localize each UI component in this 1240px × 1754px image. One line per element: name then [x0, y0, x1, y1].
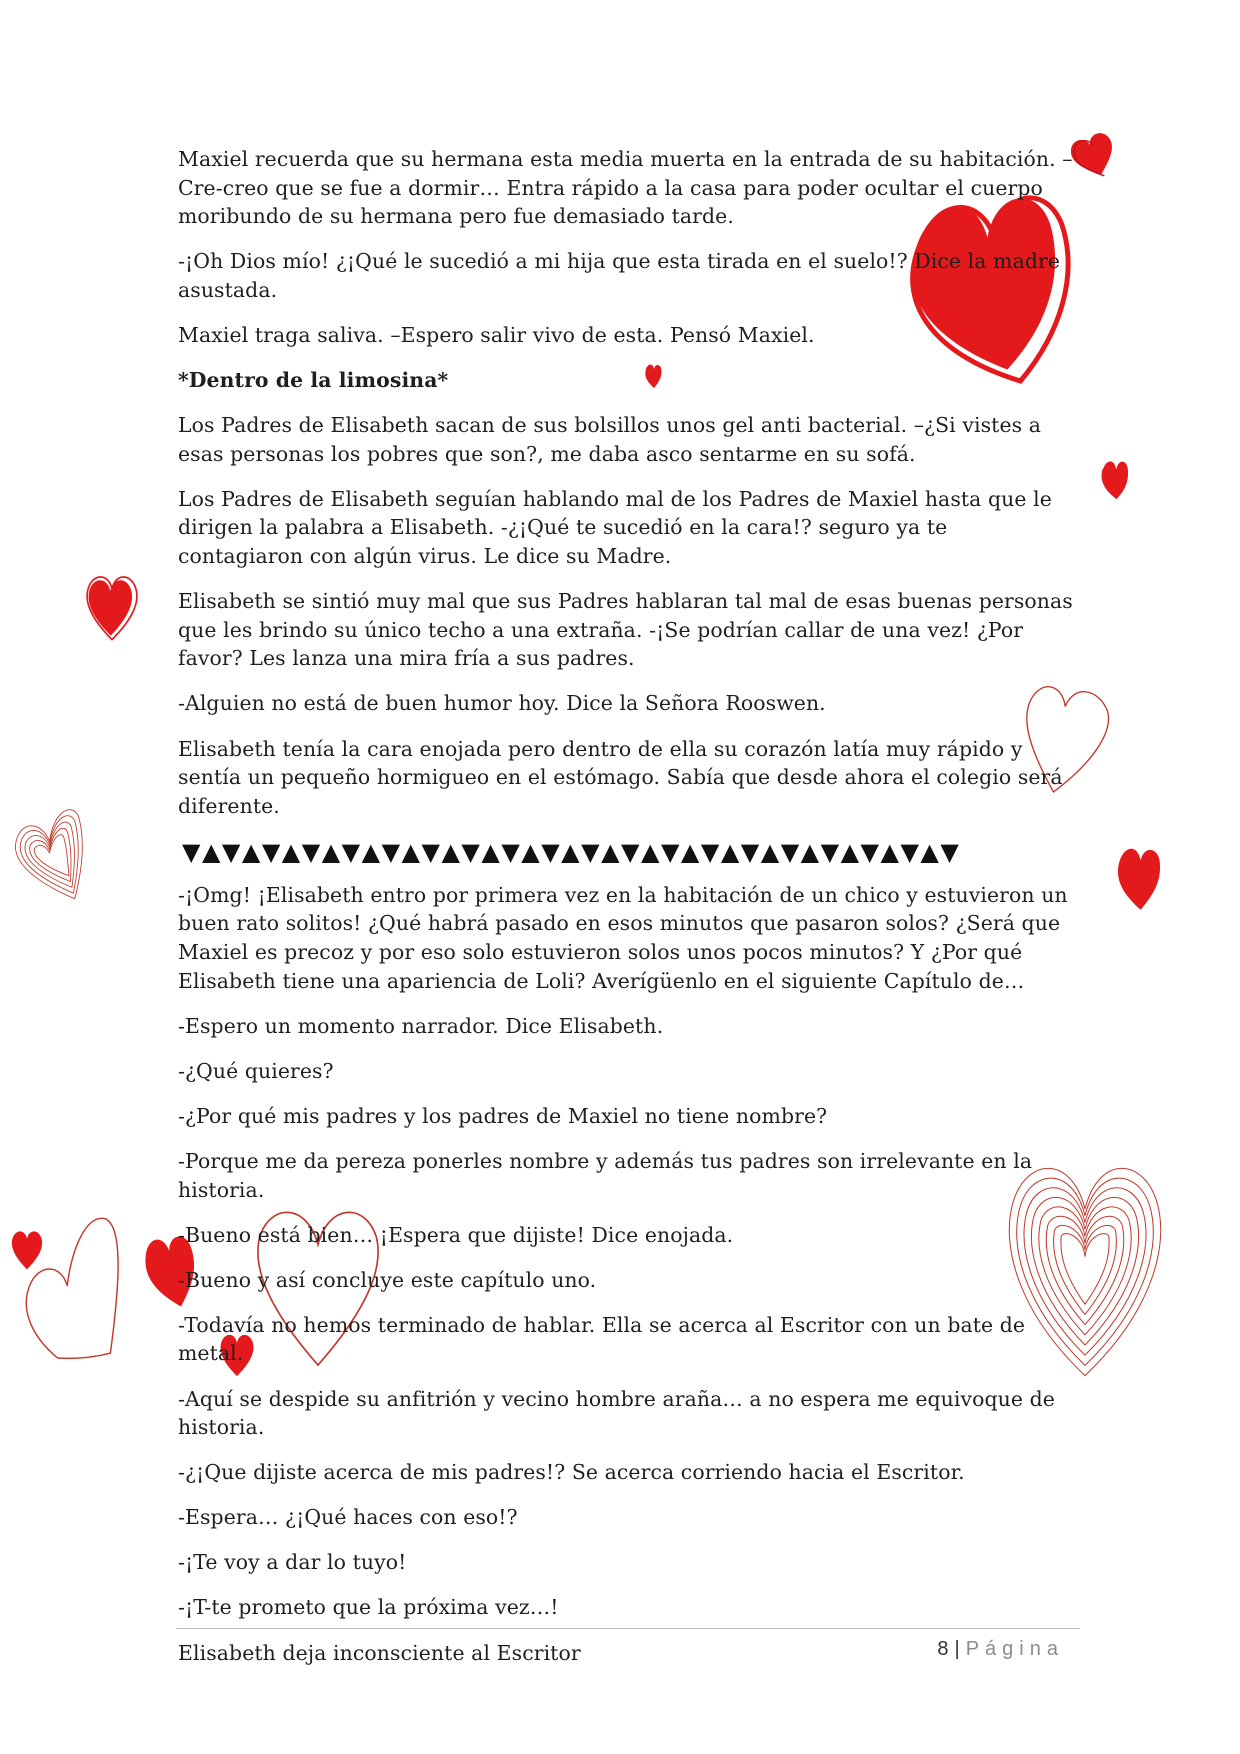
- paragraph: -¡T-te prometo que la próxima vez…!: [178, 1595, 559, 1620]
- paragraph: -¡Omg! ¡Elisabeth entro por primera vez en la habitación de un chico y estuvieron un buen rato solitos! ¿Qué habrá pasado en esos minutos que pasaron solos? ¿Será que Maxiel es precoz y por eso solo estuvieron solos unos pocos minutos? Y ¿Por qué Elisabeth tiene una apariencia de Loli? Averígüenlo en el siguiente Capítulo de…: [178, 882, 1068, 993]
- paragraph: -¡Te voy a dar lo tuyo!: [178, 1550, 407, 1575]
- document-body: [178, 145, 1078, 1684]
- footer-divider: [176, 1628, 1080, 1629]
- page-word: Página: [965, 1638, 1064, 1660]
- paragraph: Elisabeth se sintió muy mal que sus Padres hablaran tal mal de esas buenas personas que les brindo su único techo a una extraña. -¡Se podrían callar de una vez! ¿Por favor? Les lanza una mira fría a sus padres.: [178, 589, 1073, 671]
- heart-icon: [1096, 452, 1130, 502]
- paragraph: -¿¡Que dijiste acerca de mis padres!? Se acerca corriendo hacia el Escritor.: [178, 1460, 965, 1485]
- paragraph: -¿Por qué mis padres y los padres de Maxiel no tiene nombre?: [178, 1103, 828, 1128]
- paragraph: -¡Oh Dios mío! ¿¡Qué le sucedió a mi hija que esta tirada en el suelo!? Dice la madre asustada.: [178, 249, 1061, 302]
- footer-separator: |: [954, 1638, 960, 1660]
- paragraph: Elisabeth tenía la cara enojada pero dentro de ella su corazón latía muy rápido y sentía un pequeño hormigueo en el estómago. Sabía que desde ahora el colegio será diferente.: [178, 736, 1063, 818]
- page-footer: [937, 1638, 1064, 1661]
- triangle-separator: ▼▲▼▲▼▲▼▲▼▲▼▲▼▲▼▲▼▲▼▲▼▲▼▲▼▲▼▲▼▲▼▲▼▲▼▲▼▲▼: [182, 837, 961, 866]
- scene-heading: *Dentro de la limosina*: [178, 368, 449, 393]
- paragraph: -Bueno está bien… ¡Espera que dijiste! Dice enojada.: [178, 1222, 734, 1247]
- paragraph: Los Padres de Elisabeth sacan de sus bolsillos unos gel anti bacterial. –¿Si vistes a esas personas los pobres que son?, me daba asco sentarme en su sofá.: [178, 413, 1042, 466]
- paragraph: -Aquí se despide su anfitrión y vecino hombre araña… a no espera me equivoque de historia.: [178, 1386, 1055, 1440]
- heart-icon: [84, 568, 140, 644]
- paragraph: -Espero un momento narrador. Dice Elisabeth.: [178, 1013, 664, 1038]
- paragraph: Los Padres de Elisabeth seguían hablando mal de los Padres de Maxiel hasta que le dirigen la palabra a Elisabeth. -¿¡Qué te sucedió en la cara!? seguro ya te contagiaron con algún virus. Le dice su Madre.: [178, 486, 1052, 569]
- page-number: 8: [937, 1638, 949, 1660]
- heart-lines-icon: [10, 798, 82, 906]
- paragraph: -Todavía no hemos terminado de hablar. Ella se acerca al Escritor con un bate de metal.: [178, 1312, 1026, 1366]
- paragraph: -¿Qué quieres?: [178, 1058, 334, 1083]
- paragraph: -Bueno y así concluye este capítulo uno.: [178, 1267, 597, 1292]
- paragraph: Maxiel traga saliva. –Espero salir vivo de esta. Pensó Maxiel.: [178, 322, 815, 347]
- paragraph: -Espera… ¿¡Qué haces con eso!?: [178, 1505, 518, 1530]
- heart-outline-icon: [24, 1208, 120, 1364]
- paragraph: Elisabeth deja inconsciente al Escritor: [178, 1640, 581, 1665]
- paragraph: Maxiel recuerda que su hermana esta media muerta en la entrada de su habitación. –Cre-creo que se fue a dormir… Entra rápido a la casa para poder ocultar el cuerpo moribundo de su hermana pero fue demasiado tarde.: [178, 147, 1073, 229]
- paragraph: -Alguien no está de buen humor hoy. Dice la Señora Rooswen.: [178, 691, 826, 716]
- heart-icon: [1112, 838, 1164, 914]
- paragraph: -Porque me da pereza ponerles nombre y además tus padres son irrelevante en la historia.: [178, 1148, 1033, 1202]
